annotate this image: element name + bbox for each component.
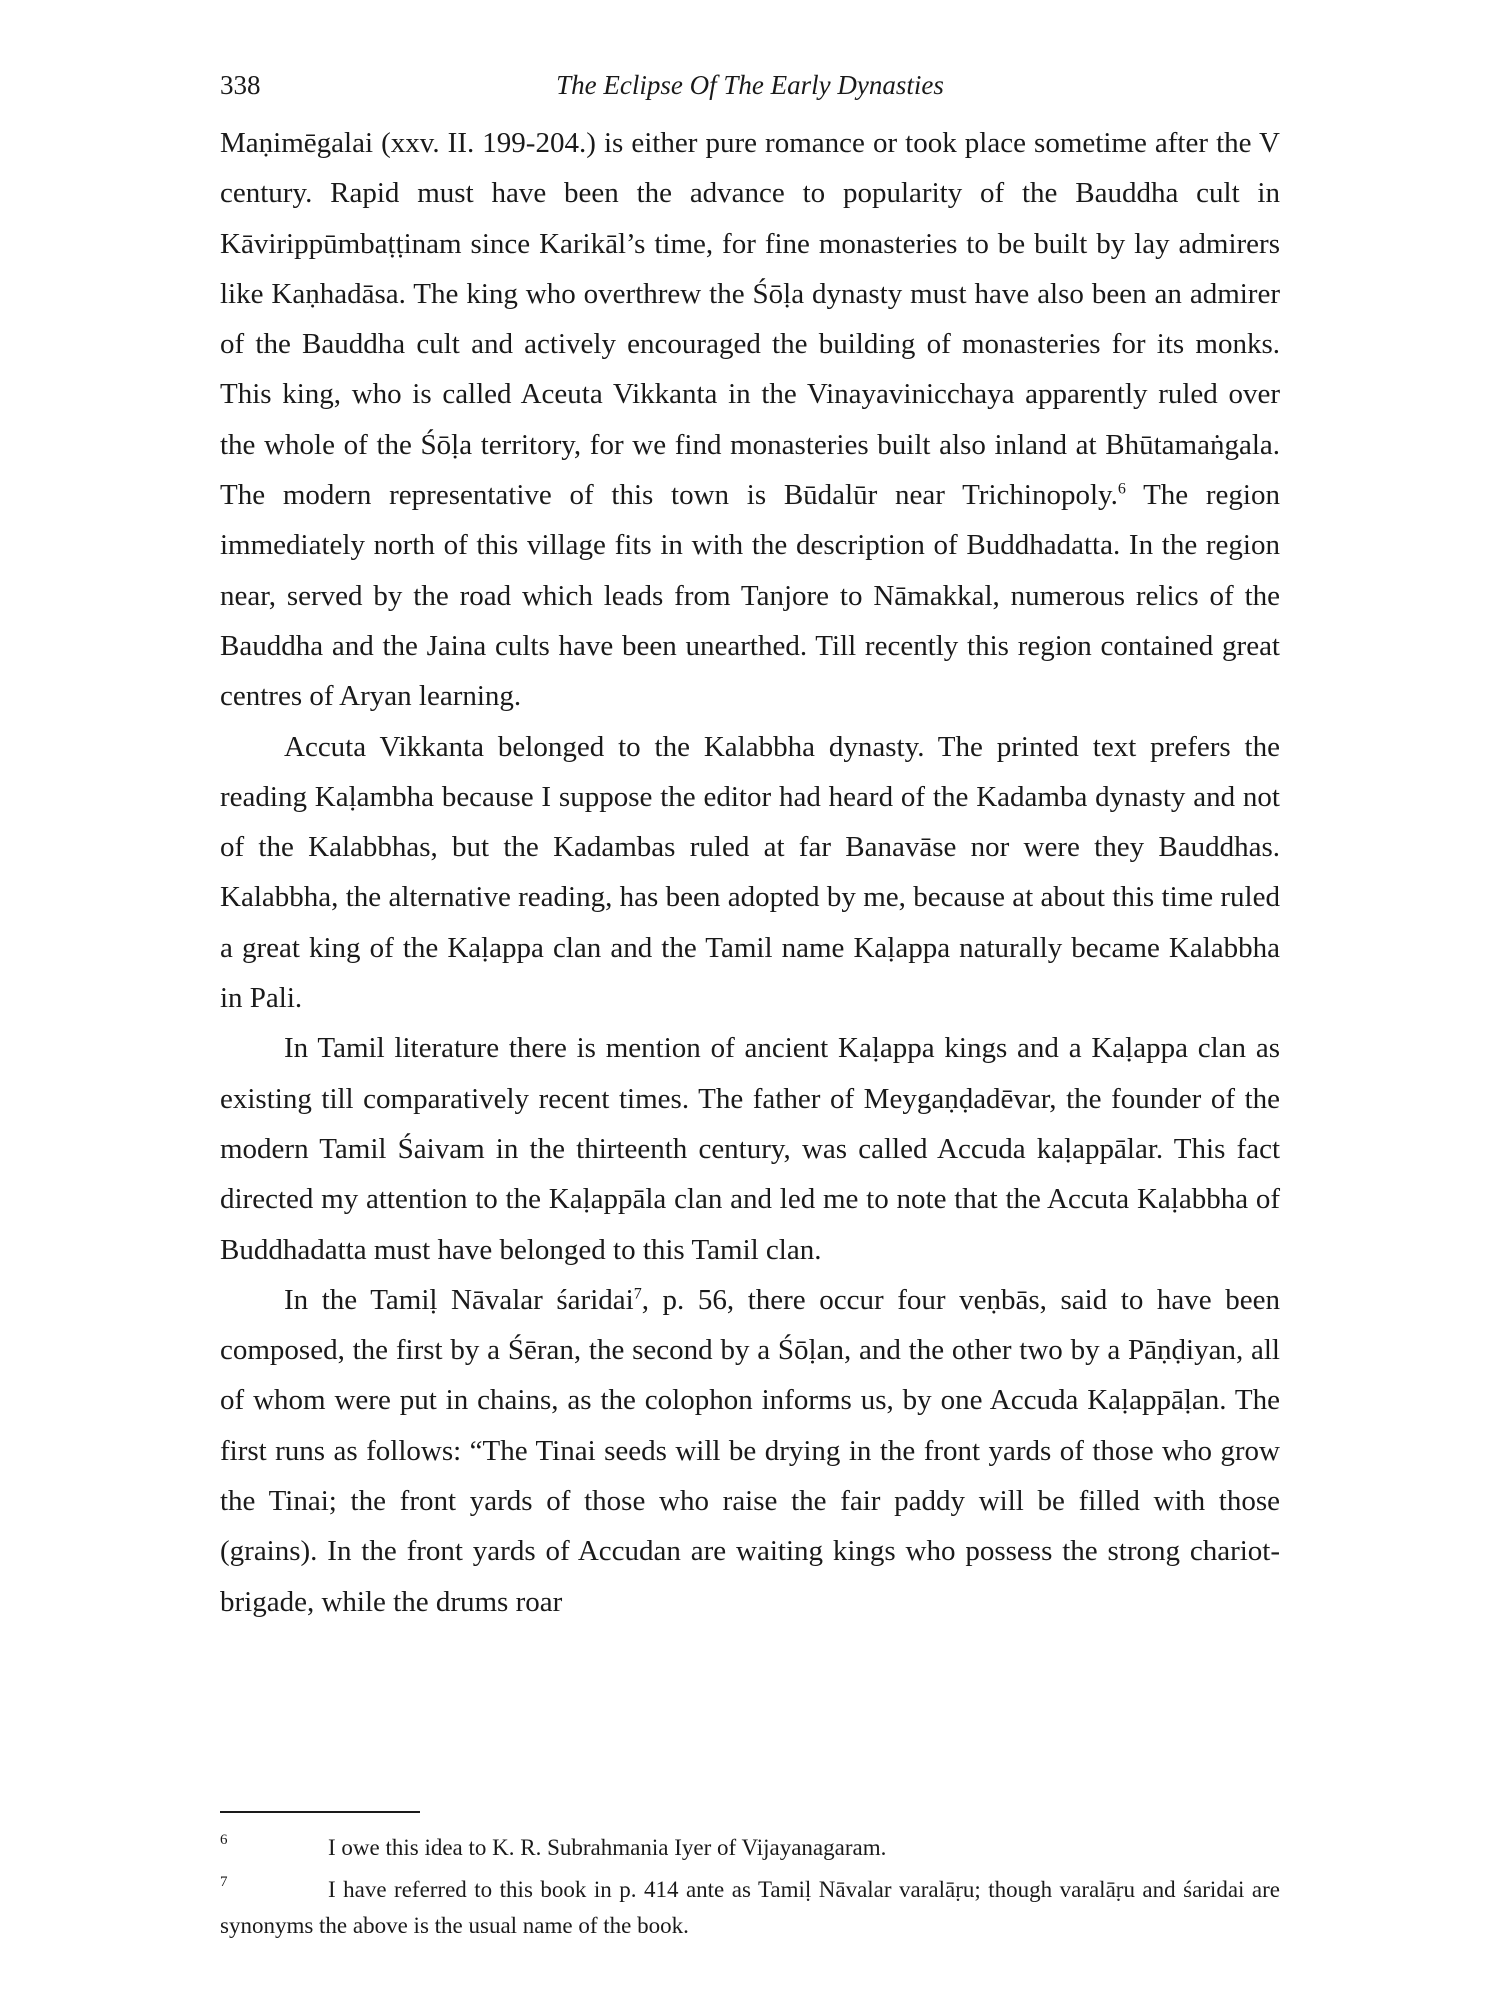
running-title: The Eclipse Of The Early Dynasties	[556, 70, 944, 100]
body-text	[220, 118, 1280, 1627]
paragraph-4-text: In the Tamiḷ Nāvalar śaridai	[284, 1283, 634, 1316]
footnotes	[220, 1830, 1280, 1950]
paragraph-1	[220, 118, 1280, 722]
paragraph-1-text: Maṇimēgalai (xxv. II. 199-204.) is either pure romance or took place sometime after the V century. Rapid must have been the advance to popularity of the Bauddha cult in Kāvirippūmbaṭṭinam since Karikāl’s time, for fine monasteries to be built by lay admirers like Kaṇhadāsa. The king who overthrew the Śōḷa dynasty must have also been an admirer of the Bauddha cult and actively encouraged the building of monasteries for its monks. This king, who is called Aceuta Vikkanta in the Vinayavinicchaya apparently ruled over the whole of the Śōḷa territory, for we find monasteries built also inland at Bhūtamaṅgala. The modern representative of this town is Būdalūr near Trichinopoly.	[220, 127, 1280, 512]
footnote-number: 6	[220, 1832, 228, 1848]
footnote-text: I have referred to this book in p. 414 ante as Tamiḷ Nāvalar varalāṛu; though varalāṛu and śaridai are synonyms the above is the usual name of the book.	[220, 1877, 1280, 1938]
footnote-text: I owe this idea to K. R. Subrahmania Iyer of Vijayanagaram.	[328, 1835, 887, 1860]
footnote-ref-7: 7	[633, 1285, 642, 1303]
paragraph-2: Accuta Vikkanta belonged to the Kalabbha dynasty. The printed text prefers the reading Kaḷambha because I suppose the editor had heard of the Kadamba dynasty and not of the Kalabbhas, but the Kadambas ruled at far Banavāse nor were they Bauddhas. Kalabbha, the alternative reading, has been adopted by me, because at about this time ruled a great king of the Kaḷappa clan and the Tamil name Kaḷappa naturally became Kalabbha in Pali.	[220, 730, 1280, 1015]
paragraph-4	[220, 1275, 1280, 1627]
paragraph-4-text-continued: , p. 56, there occur four veṇbās, said to have been composed, the first by a Śēran, the second by a Śōḷan, and the other two by a Pāṇḍiyan, all of whom were put in chains, as the colophon informs us, by one Accuda Kaḷappāḷan. The first runs as follows: “The Tinai seeds will be drying in the front yards of those who grow the Tinai; the front yards of those who raise the fair paddy will be filled with those (grains). In the front yards of Accudan are waiting kings who possess the strong chariot-brigade, while the drums roar	[220, 1283, 1280, 1618]
paragraph-3: In Tamil literature there is mention of ancient Kaḷappa kings and a Kaḷappa clan as existing till comparatively recent times. The father of Meygaṇḍadēvar, the founder of the modern Tamil Śaivam in the thirteenth century, was called Accuda kaḷappālar. This fact directed my attention to the Kaḷappāla clan and led me to note that the Accuta Kaḷabbha of Buddhadatta must have belonged to this Tamil clan.	[220, 1032, 1280, 1266]
page-number: 338	[220, 70, 261, 100]
footnote-7	[220, 1872, 1280, 1944]
footnote-6	[220, 1830, 1280, 1866]
footnote-number: 7	[220, 1874, 228, 1890]
running-head	[220, 70, 1280, 110]
footnote-separator	[220, 1811, 420, 1813]
footnote-ref-6: 6	[1117, 480, 1126, 498]
paragraph-1-text-continued: The region immediately north of this village fits in with the description of Buddhadatta. In the region near, served by the road which leads from Tanjore to Nāmakkal, numerous relics of the Bauddha and the Jaina cults have been unearthed. Till recently this region contained great centres of Aryan learning.	[220, 479, 1280, 713]
